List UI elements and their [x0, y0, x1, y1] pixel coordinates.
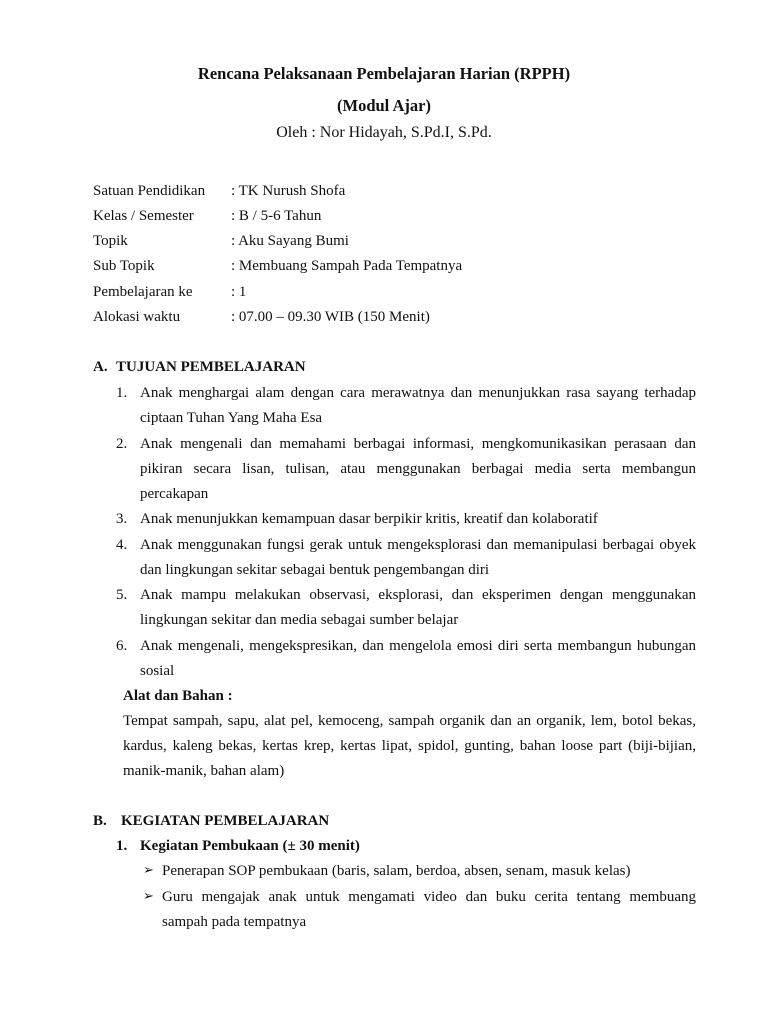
info-label-alokasi: Alokasi waktu	[93, 309, 181, 325]
objective-number: 5.	[116, 587, 128, 603]
info-label-kelas: Kelas / Semester	[93, 208, 194, 224]
objective-number: 4.	[116, 537, 128, 553]
subsection-title: Kegiatan Pembukaan (± 30 menit)	[140, 838, 360, 854]
objective-text: Anak mengenali dan memahami berbagai informasi, mengkomunikasikan perasaan dan	[140, 436, 696, 452]
activity-text: Penerapan SOP pembukaan (baris, salam, berdoa, absen, senam, masuk kelas)	[162, 863, 631, 879]
objective-text: Anak menghargai alam dengan cara merawatnya dan menunjukkan rasa sayang terhadap	[140, 385, 696, 401]
objective-text: Anak menunjukkan kemampuan dasar berpikir kritis, kreatif dan kolaboratif	[140, 511, 598, 527]
info-label-satuan: Satuan Pendidikan	[93, 183, 206, 199]
arrow-bullet-icon: ➢	[143, 889, 154, 904]
tools-text: Tempat sampah, sapu, alat pel, kemoceng, sampah organik dan an organik, lem, botol bekas,	[123, 713, 696, 729]
objective-text: Anak mampu melakukan observasi, eksplorasi, dan eksperimen dengan menggunakan	[140, 587, 696, 603]
tools-title: Alat dan Bahan :	[123, 688, 233, 704]
info-label-pembelajaran: Pembelajaran ke	[93, 284, 193, 300]
section-b-title: KEGIATAN PEMBELAJARAN	[121, 813, 330, 829]
objective-text: percakapan	[140, 486, 209, 502]
info-label-topik: Topik	[93, 233, 128, 249]
objective-text: Anak mengenali, mengekspresikan, dan mengelola emosi diri serta membangun hubungan	[140, 638, 696, 654]
objective-text: lingkungan sekitar dan media sebagai sumber belajar	[140, 612, 459, 628]
objective-text: pikiran secara lisan, tulisan, atau menggunakan berbagai media serta membangun	[140, 461, 696, 477]
activity-text: sampah pada tempatnya	[162, 914, 307, 930]
section-b-letter: B.	[93, 813, 107, 829]
section-a-title: TUJUAN PEMBELAJARAN	[116, 359, 306, 375]
tools-text: kardus, kaleng bekas, kertas krep, kertas lipat, spidol, gunting, bahan loose part (biji-bijian,	[123, 738, 696, 754]
info-label-subtopik: Sub Topik	[93, 258, 155, 274]
objective-text: sosial	[140, 663, 175, 679]
section-a-letter: A.	[93, 359, 108, 375]
info-value-alokasi: : 07.00 – 09.30 WIB (150 Menit)	[231, 309, 430, 325]
info-value-topik: : Aku Sayang Bumi	[231, 233, 349, 249]
document-subtitle: (Modul Ajar)	[337, 96, 431, 115]
document-author: Oleh : Nor Hidayah, S.Pd.I, S.Pd.	[276, 124, 492, 141]
arrow-bullet-icon: ➢	[143, 863, 154, 878]
objective-number: 6.	[116, 638, 128, 654]
info-value-satuan: : TK Nurush Shofa	[231, 183, 346, 199]
info-value-pembelajaran: : 1	[231, 284, 247, 300]
subsection-number: 1.	[116, 838, 128, 854]
objective-text: ciptaan Tuhan Yang Maha Esa	[140, 410, 323, 426]
objective-text: Anak menggunakan fungsi gerak untuk mengeksplorasi dan memanipulasi berbagai obyek	[140, 537, 696, 553]
objective-number: 2.	[116, 436, 128, 452]
document-title: Rencana Pelaksanaan Pembelajaran Harian (RPPH)	[197, 64, 571, 83]
tools-text: manik-manik, bahan alam)	[123, 763, 285, 779]
objective-number: 1.	[116, 385, 128, 401]
info-value-kelas: : B / 5-6 Tahun	[231, 208, 322, 224]
objective-number: 3.	[116, 511, 128, 527]
activity-text: Guru mengajak anak untuk mengamati video dan buku cerita tentang membuang	[162, 889, 696, 905]
objective-text: dan lingkungan sekitar sebagai bentuk pengembangan diri	[140, 562, 490, 578]
info-value-subtopik: : Membuang Sampah Pada Tempatnya	[231, 258, 463, 274]
